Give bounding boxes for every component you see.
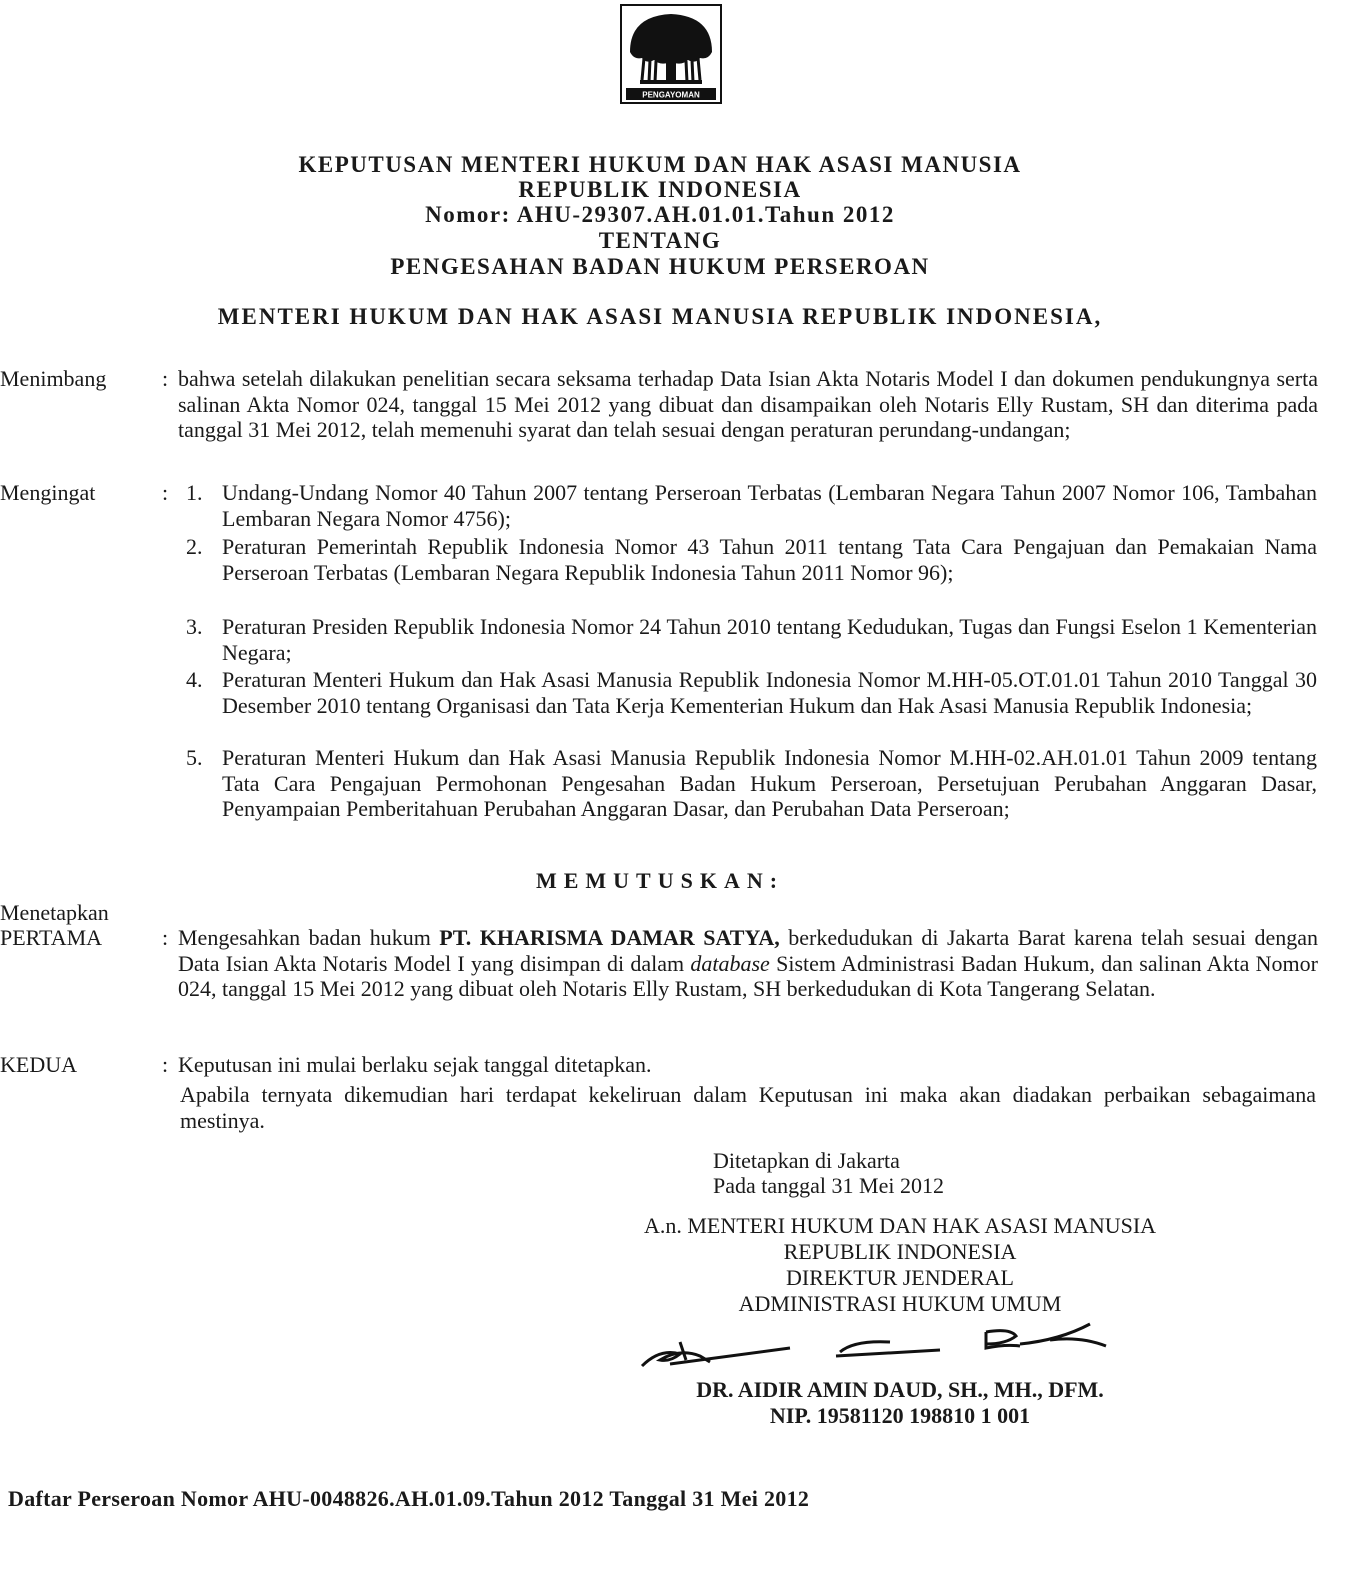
signature-place: Ditetapkan di Jakarta: [713, 1148, 900, 1173]
logo-caption: PENGAYOMAN: [642, 90, 700, 100]
mengingat-item: Peraturan Menteri Hukum dan Hak Asasi Manusia Republik Indonesia Nomor M.HH-02.AH.01.01 Tahun 2009 tentang Tata Cara Pengajuan Permohonan Pengesahan Badan Hukum Perseroan, Persetujuan Perubahan Anggaran Dasar, Penyampaian Pemberitahuan Perubahan Anggaran Dasar, dan Perubahan Data Perseroan;: [222, 745, 1317, 821]
database-term: database: [690, 950, 770, 976]
decree-number: Nomor: AHU-29307.AH.01.01.Tahun 2012: [425, 202, 895, 227]
pertama-mid: berkedudukan di Jakarta Barat karena telah sesuai dengan Data Isian Akta Notaris Model I yang disimpan di dalam: [178, 925, 1318, 976]
pertama-colon: :: [162, 925, 169, 950]
menetapkan-label: Menetapkan: [0, 900, 109, 925]
register-number: Daftar Perseroan Nomor AHU-0048826.AH.01.09.Tahun 2012 Tanggal 31 Mei 2012: [8, 1486, 810, 1511]
signatory-name: DR. AIDIR AMIN DAUD, SH., MH., DFM.: [696, 1377, 1104, 1402]
mengingat-item-number: 2.: [186, 534, 203, 559]
minister-title: MENTERI HUKUM DAN HAK ASASI MANUSIA REPUBLIK INDONESIA,: [217, 304, 1103, 329]
kedua-text: Keputusan ini mulai berlaku sejak tanggal ditetapkan.: [178, 1052, 652, 1077]
mengingat-item-number: 3.: [186, 614, 203, 639]
pertama-label: PERTAMA: [0, 925, 103, 950]
signature-date: Pada tanggal 31 Mei 2012: [713, 1173, 944, 1198]
menimbang-colon: :: [162, 366, 169, 391]
banyan-tree-emblem-icon: [620, 4, 722, 104]
mengingat-item-number: 5.: [186, 745, 203, 770]
mengingat-item-number: 1.: [186, 480, 203, 505]
menimbang-label: Menimbang: [0, 366, 107, 391]
pertama-text: [178, 925, 1318, 1002]
handwritten-signature: [640, 1318, 1120, 1374]
signature-office-4: ADMINISTRASI HUKUM UMUM: [738, 1291, 1062, 1316]
signatory-nip: NIP. 19581120 198810 1 001: [769, 1403, 1031, 1428]
mengingat-item: Peraturan Pemerintah Republik Indonesia Nomor 43 Tahun 2011 tentang Tata Cara Pengajuan dan Pemakaian Nama Perseroan Terbatas (Lembaran Negara Republik Indonesia Tahun 2011 Nomor 96);: [222, 534, 1317, 585]
mengingat-item-number: 4.: [186, 667, 203, 692]
garuda-pengayoman-logo: [620, 4, 722, 104]
pertama-prefix: Mengesahkan badan hukum: [178, 925, 440, 950]
decree-tentang: TENTANG: [598, 228, 722, 253]
mengingat-item: Undang-Undang Nomor 40 Tahun 2007 tentang Perseroan Terbatas (Lembaran Negara Tahun 2007 Nomor 106, Tambahan Lembaran Negara Nomor 4756);: [222, 480, 1317, 531]
menimbang-text: bahwa setelah dilakukan penelitian secara seksama terhadap Data Isian Akta Notaris Model I dan dokumen pendukungnya serta salinan Akta Nomor 024, tanggal 15 Mei 2012 yang dibuat dan disampaikan oleh Notaris Elly Rustam, SH dan diterima pada tanggal 31 Mei 2012, telah memenuhi syarat dan telah sesuai dengan peraturan perundang-undangan;: [178, 366, 1318, 442]
decree-country: REPUBLIK INDONESIA: [518, 177, 802, 202]
mengingat-label: Mengingat: [0, 480, 96, 505]
kedua-label: KEDUA: [0, 1052, 77, 1077]
kedua-text-2: Apabila ternyata dikemudian hari terdapat kekeliruan dalam Keputusan ini maka akan diadakan perbaikan sebagaimana mestinya.: [180, 1082, 1316, 1133]
decree-title: KEPUTUSAN MENTERI HUKUM DAN HAK ASASI MANUSIA: [298, 152, 1022, 177]
mengingat-colon: :: [162, 480, 169, 505]
mengingat-item: Peraturan Menteri Hukum dan Hak Asasi Manusia Republik Indonesia Nomor M.HH-05.OT.01.01 Tahun 2010 Tanggal 30 Desember 2010 tentang Organisasi dan Tata Kerja Kementerian Hukum dan Hak Asasi Manusia Republik Indonesia;: [222, 667, 1317, 718]
pertama-suffix: Sistem Administrasi Badan Hukum, dan salinan Akta Nomor 024, tanggal 15 Mei 2012 yang dibuat oleh Notaris Elly Rustam, SH berkedudukan di Kota Tangerang Selatan.: [178, 950, 1318, 1001]
signature-office-2: REPUBLIK INDONESIA: [783, 1239, 1017, 1264]
memutuskan-heading: MEMUTUSKAN:: [535, 868, 785, 893]
decree-subject: PENGESAHAN BADAN HUKUM PERSEROAN: [390, 254, 930, 279]
signature-office-1: A.n. MENTERI HUKUM DAN HAK ASASI MANUSIA: [643, 1213, 1157, 1238]
signature-office-3: DIREKTUR JENDERAL: [786, 1265, 1014, 1290]
mengingat-item: Peraturan Presiden Republik Indonesia Nomor 24 Tahun 2010 tentang Kedudukan, Tugas dan Fungsi Eselon 1 Kementerian Negara;: [222, 614, 1317, 665]
kedua-colon: :: [162, 1052, 169, 1077]
company-name: PT. KHARISMA DAMAR SATYA,: [439, 925, 780, 950]
